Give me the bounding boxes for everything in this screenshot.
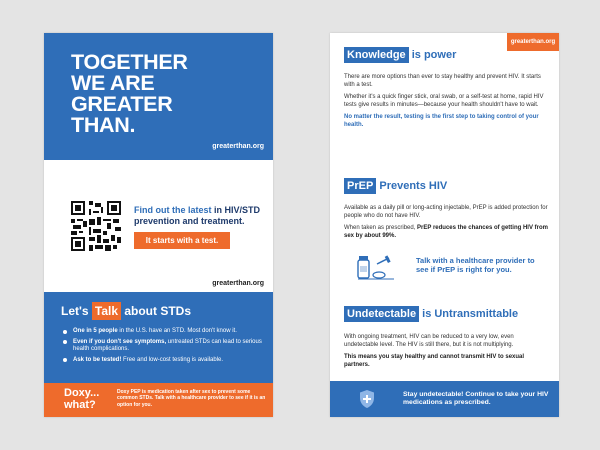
doxy-title <box>64 388 99 411</box>
prep-body <box>344 204 549 244</box>
starts-with-test-badge: It starts with a test. <box>134 232 230 249</box>
std-head-before: Let's <box>61 304 92 318</box>
footer-text: Stay undetectable! Continue to take your HIV medications as prescribed. <box>403 391 549 407</box>
std-heading <box>61 304 191 318</box>
doxy-section <box>44 383 273 417</box>
prep-head-rest: Prevents HIV <box>376 180 448 192</box>
undetectable-heading <box>344 308 518 320</box>
shield-plus-icon <box>358 389 376 409</box>
item-bold: Even if you don't see symptoms, <box>73 338 167 345</box>
hero-url[interactable]: greaterthan.org <box>212 143 264 150</box>
undetectable-p1: With ongoing treatment, HIV can be reduced to a very low, even undetectable level. The HIV is still there, but it is not multiplying. <box>344 334 514 348</box>
knowledge-body <box>344 73 549 133</box>
find-latest-text <box>134 205 269 226</box>
url-tag[interactable]: greaterthan.org <box>507 33 559 51</box>
knowledge-p3: No matter the result, testing is the first step to taking control of your health. <box>344 114 539 128</box>
find-rest-1: in HIV/STD <box>211 205 261 215</box>
knowledge-head-hl: Knowledge <box>344 47 409 63</box>
list-item <box>61 357 266 364</box>
item-rest: untreated STDs can lead to serious health complications. <box>73 338 262 352</box>
right-flyer <box>330 33 559 417</box>
list-item <box>61 328 266 335</box>
hero-title-line: GREATER <box>71 92 173 116</box>
item-rest: in the U.S. have an STD. Most don't know it. <box>117 328 237 334</box>
prep-p2 <box>344 224 549 240</box>
doxy-title-line-1: Doxy... <box>64 387 100 399</box>
undetectable-body <box>344 333 549 373</box>
item-rest: Free and low-cost testing is available. <box>121 356 224 363</box>
knowledge-p2: Whether it's a quick finger stick, oral swab, or a self-test at home, rapid HIV tests give results in minutes—because your health shouldn't have to wait. <box>344 94 544 108</box>
std-list <box>61 328 266 367</box>
find-highlight: Find out the latest <box>134 205 212 215</box>
knowledge-p1: There are more options than ever to stay healthy and prevent HIV. It starts with a test. <box>344 74 541 88</box>
undetectable-footer <box>330 381 559 417</box>
undetectable-head-rest: is Untransmittable <box>419 308 519 320</box>
qr-code-icon[interactable] <box>71 201 121 251</box>
hero-banner <box>44 33 273 160</box>
find-rest-2: prevention and treatment. <box>134 215 245 226</box>
undetectable-head-hl: Undetectable <box>344 306 419 322</box>
prep-pill-icon <box>356 254 396 280</box>
hero-title-line: WE ARE <box>71 71 155 95</box>
hero-title <box>71 52 188 136</box>
left-flyer <box>44 33 273 417</box>
knowledge-head-rest: is power <box>408 49 457 61</box>
hero-title-line: TOGETHER <box>71 50 188 74</box>
hero-title-line: THAN. <box>71 113 136 137</box>
doxy-title-line-2: what? <box>64 398 96 411</box>
undetectable-p2: This means you stay healthy and cannot transmit HIV to sexual partners. <box>344 354 525 368</box>
prep-p1: Available as a daily pill or long-acting injectable, PrEP is added protection for people who do not have HIV. <box>344 205 548 219</box>
prep-heading <box>344 180 447 192</box>
talk-provider-text: Talk with a healthcare provider to see if PrEP is right for you. <box>416 256 535 274</box>
item-bold: Ask to be tested! <box>73 356 122 363</box>
prep-p2-bold: PrEP reduces the chances of getting HIV from sex by about 99%. <box>344 225 548 239</box>
mid-url[interactable]: greaterthan.org <box>212 280 264 287</box>
list-item <box>61 339 266 353</box>
item-bold: One in 5 people <box>73 328 118 334</box>
knowledge-heading <box>344 49 456 61</box>
std-section <box>44 292 273 383</box>
prep-p2-normal: When taken as prescribed, <box>344 225 418 231</box>
std-head-after: about STDs <box>121 304 192 318</box>
std-head-talk: Talk <box>92 302 121 320</box>
qr-section <box>44 160 273 292</box>
doxy-text: Doxy PEP is medication taken after sex to prevent some common STDs. Talk with a healthcare provider to see if it is an option for you. <box>117 389 266 408</box>
prep-head-hl: PrEP <box>344 178 376 194</box>
